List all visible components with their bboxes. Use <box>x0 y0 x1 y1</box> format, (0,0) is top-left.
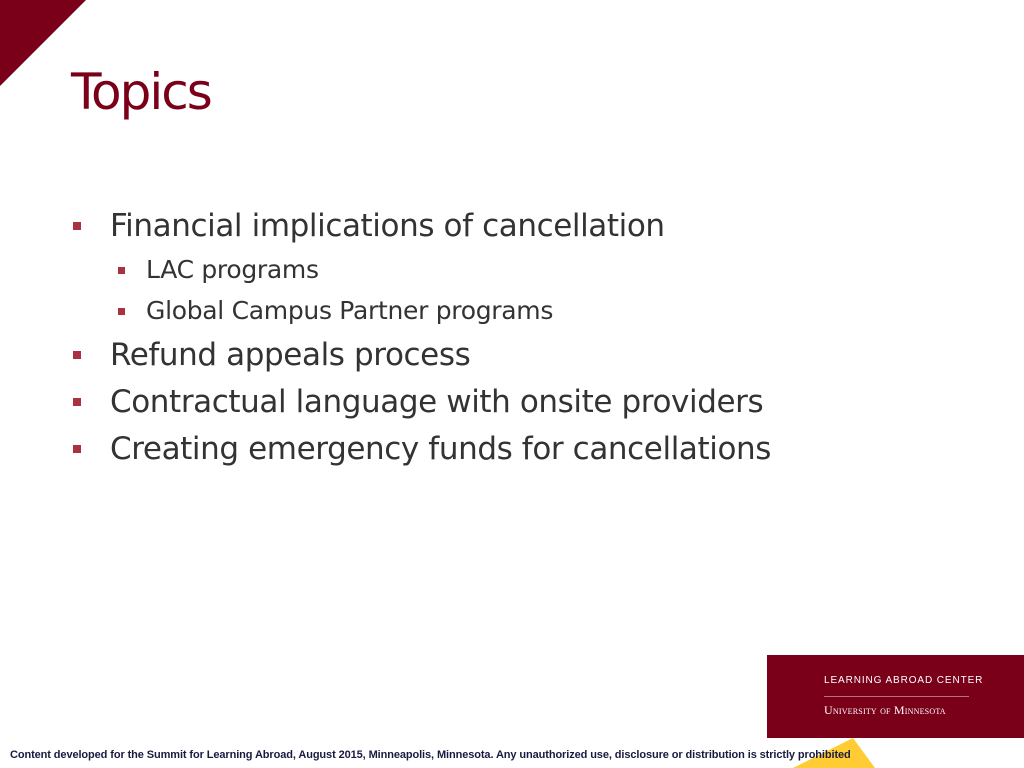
logo-center-name: LEARNING ABROAD CENTER <box>824 675 984 686</box>
square-bullet-icon <box>73 445 81 453</box>
bullet-item <box>110 431 771 467</box>
bullet-text: Global Campus Partner programs <box>146 296 554 325</box>
bullet-text: Refund appeals process <box>110 337 471 373</box>
logo-divider <box>824 696 969 697</box>
bullet-text: Creating emergency funds for cancellations <box>110 431 772 467</box>
bullet-text: LAC programs <box>146 255 319 284</box>
square-bullet-icon <box>118 267 125 274</box>
learning-abroad-center-logo <box>767 655 1024 738</box>
bullet-item <box>110 337 470 373</box>
bullet-item <box>110 208 665 244</box>
square-bullet-icon <box>118 308 125 315</box>
bullet-item <box>110 384 763 420</box>
bullet-text: Financial implications of cancellation <box>110 208 665 244</box>
square-bullet-icon <box>73 351 81 359</box>
slide-title: Topics <box>71 63 211 121</box>
sub-bullet-item <box>146 255 319 284</box>
square-bullet-icon <box>73 398 81 406</box>
bullet-text: Contractual language with onsite providers <box>110 384 764 420</box>
sub-bullet-item <box>146 296 553 325</box>
square-bullet-icon <box>73 222 81 230</box>
footer-disclaimer: Content developed for the Summit for Learning Abroad, August 2015, Minneapolis, Minnesota. Any unauthorized use, disclosure or distribution is strictly prohibited <box>10 749 851 761</box>
logo-university-name: University of Minnesota <box>824 703 946 717</box>
